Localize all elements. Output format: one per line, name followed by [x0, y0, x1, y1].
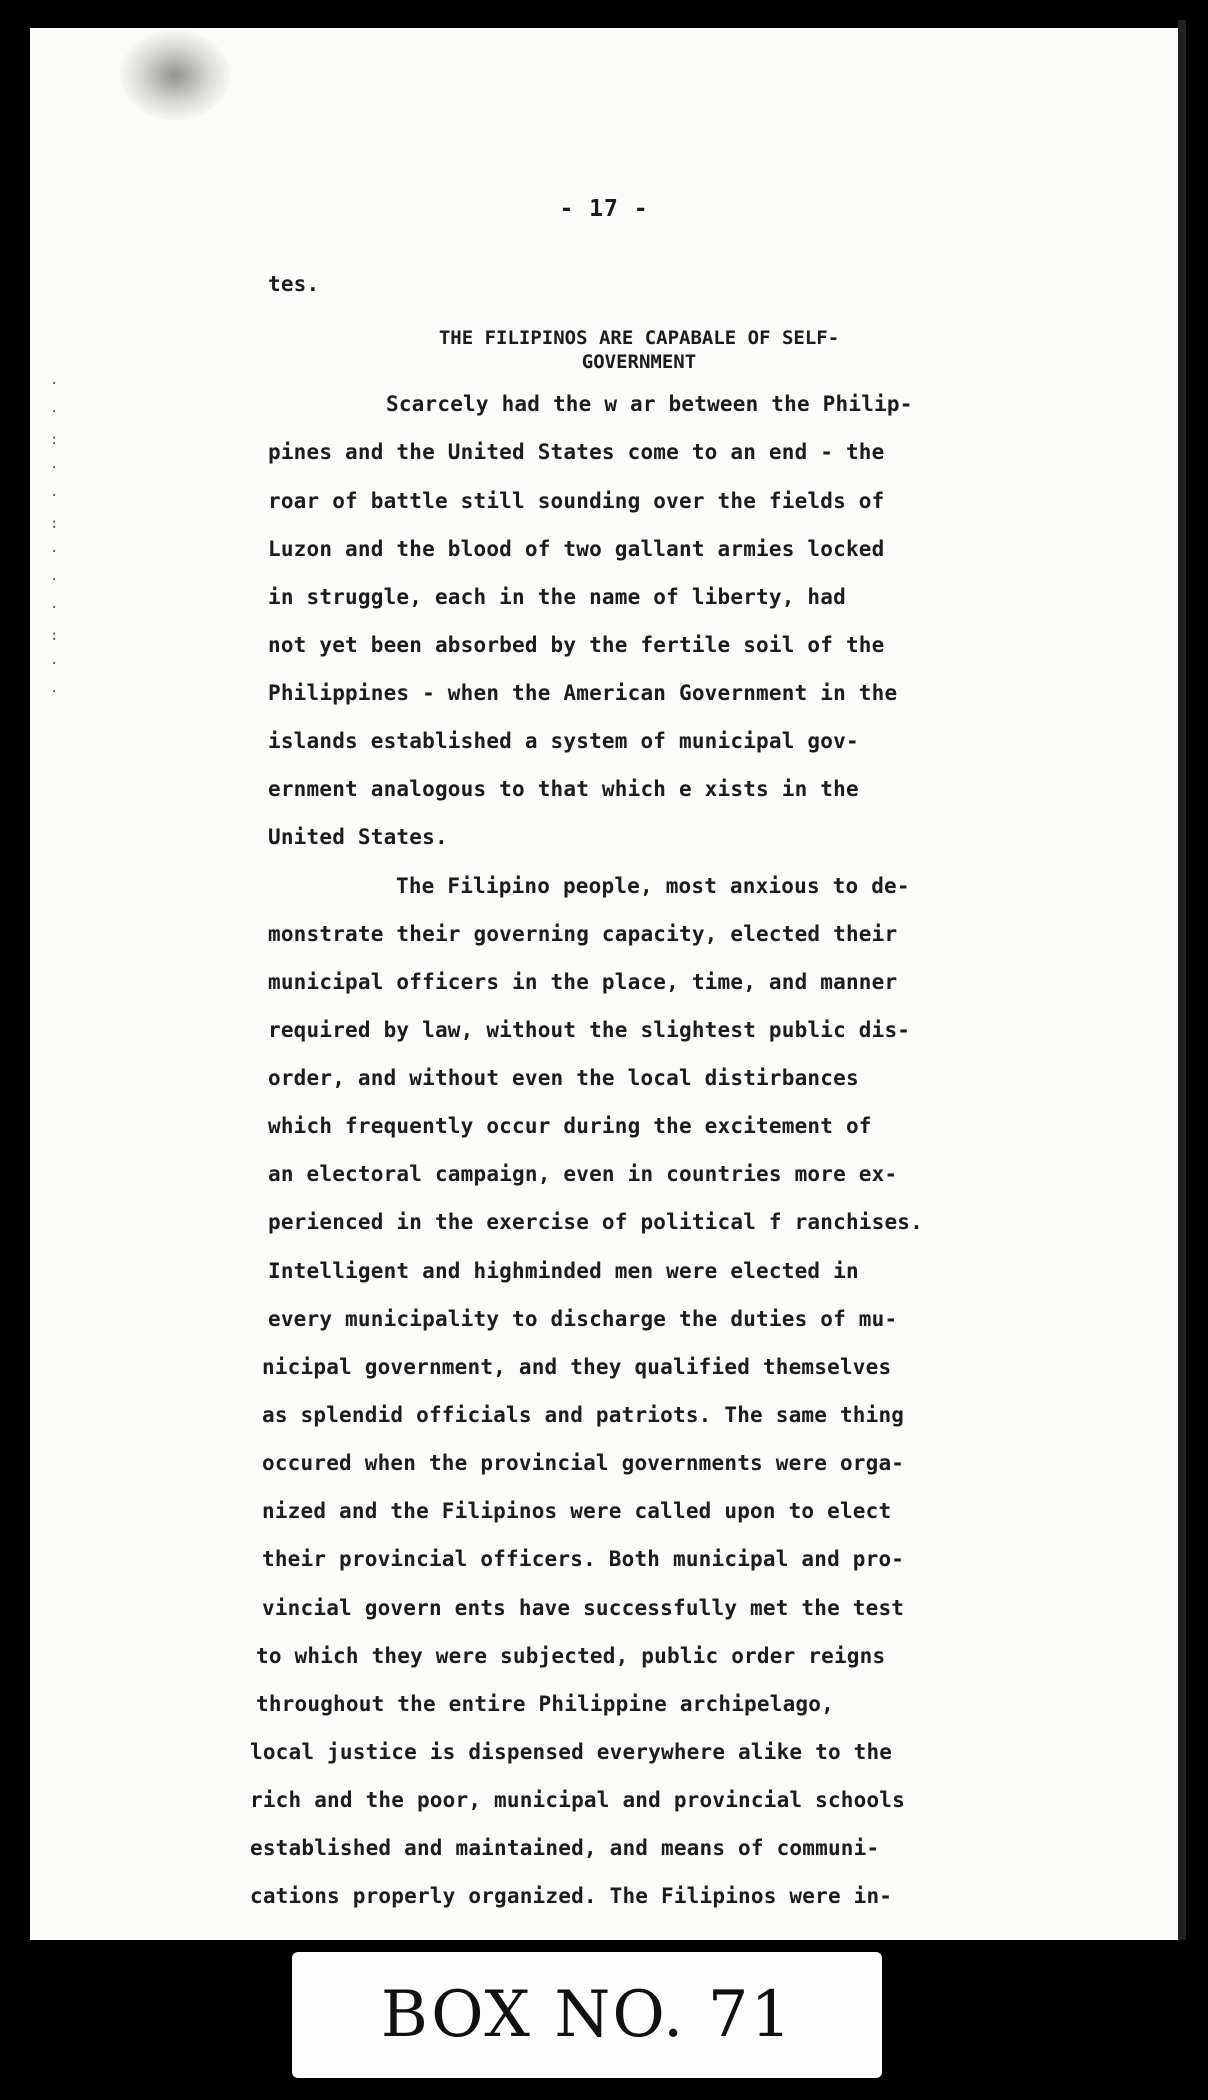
text-line: local justice is dispensed everywhere alike to the — [250, 1740, 893, 1764]
text-line: as splendid officials and patriots. The same thing — [262, 1403, 905, 1427]
text-line: in struggle, each in the name of liberty, had — [268, 585, 846, 609]
text-line: not yet been absorbed by the fertile soil of the — [268, 633, 885, 657]
text-line: Scarcely had the w ar between the Philip- — [386, 392, 913, 416]
text-line: which frequently occur during the excitement of — [268, 1114, 872, 1138]
heading-line-1: THE FILIPINOS ARE CAPABALE OF SELF- — [438, 327, 840, 349]
text-line: islands established a system of municipal gov- — [268, 729, 859, 753]
text-line: cations properly organized. The Filipinos were in- — [250, 1884, 893, 1908]
text-line: roar of battle still sounding over the fields of — [268, 489, 885, 513]
text-line: established and maintained, and means of communi- — [250, 1836, 880, 1860]
text-line: Luzon and the blood of two gallant armies locked — [268, 537, 885, 561]
text-line: occured when the provincial governments were orga- — [262, 1451, 905, 1475]
text-line: United States. — [268, 825, 448, 849]
text-line: Philippines - when the American Government in the — [268, 681, 898, 705]
text-line: The Filipino people, most anxious to de- — [396, 874, 910, 898]
paper-edge-shadow — [1178, 20, 1186, 1940]
text-line: their provincial officers. Both municipal and pro- — [262, 1547, 905, 1571]
text-line: ernment analogous to that which e xists in the — [268, 777, 859, 801]
archive-box-label — [292, 1952, 882, 2078]
archive-box-label-text: BOX NO. 71 — [380, 1978, 794, 2052]
text-line: rich and the poor, municipal and provincial schools — [250, 1788, 905, 1812]
text-line: throughout the entire Philippine archipelago, — [256, 1692, 834, 1716]
text-line: monstrate their governing capacity, elected their — [268, 922, 898, 946]
text-line: nicipal government, and they qualified themselves — [262, 1355, 892, 1379]
text-line: required by law, without the slightest public dis- — [268, 1018, 911, 1042]
page-number: - 17 - — [559, 196, 649, 222]
margin-specks: · · : · · : · · · : · · — [50, 376, 59, 700]
text-line: perienced in the exercise of political f ranchises. — [268, 1210, 923, 1234]
text-line: municipal officers in the place, time, and manner — [268, 970, 898, 994]
lead-fragment: tes. — [268, 272, 320, 296]
ink-smudge — [120, 30, 230, 120]
text-line: to which they were subjected, public order reigns — [256, 1644, 886, 1668]
heading-line-2: GOVERNMENT — [581, 351, 697, 373]
text-line: pines and the United States come to an end - the — [268, 440, 885, 464]
text-line: nized and the Filipinos were called upon to elect — [262, 1499, 892, 1523]
text-line: every municipality to discharge the duties of mu- — [268, 1307, 898, 1331]
text-line: order, and without even the local distirbances — [268, 1066, 859, 1090]
text-line: vincial govern ents have successfully met the test — [262, 1596, 905, 1620]
section-heading — [0, 326, 1208, 374]
text-line: an electoral campaign, even in countries more ex- — [268, 1162, 898, 1186]
text-line: Intelligent and highminded men were elected in — [268, 1259, 859, 1283]
